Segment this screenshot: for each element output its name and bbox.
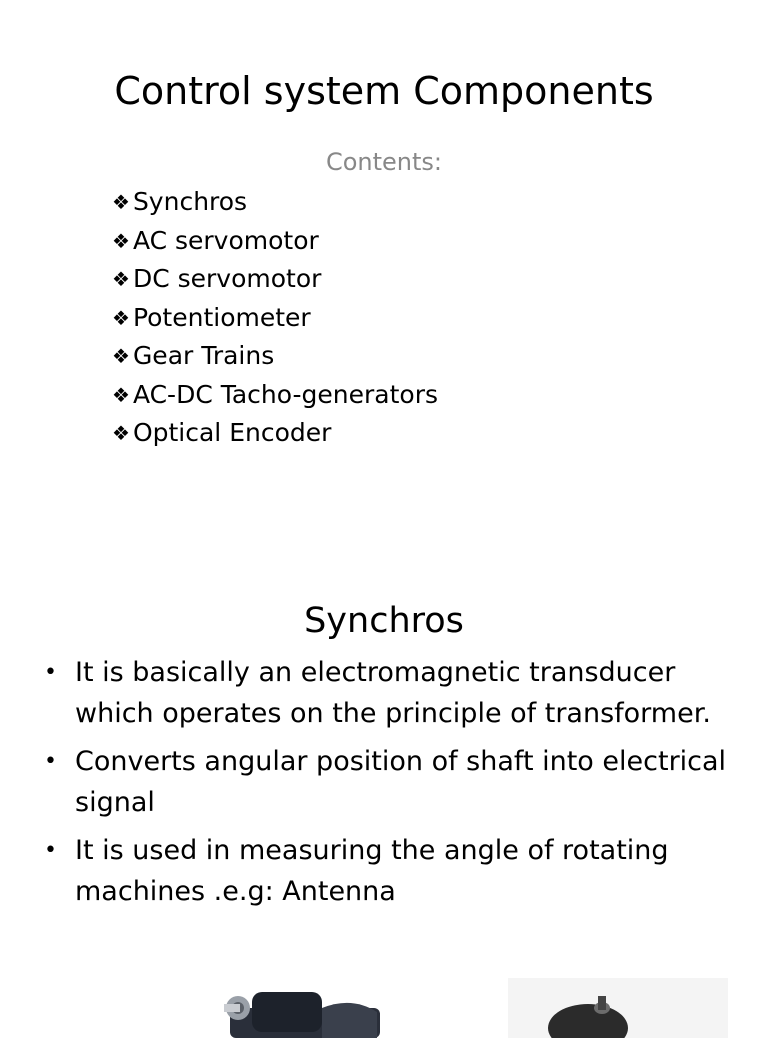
diamond-bullet-icon: ❖ (112, 305, 130, 330)
diamond-bullet-icon: ❖ (112, 267, 130, 291)
contents-label: Contents: (325, 148, 443, 176)
bullet-dot-icon: • (44, 660, 57, 685)
diamond-bullet-icon: ❖ (112, 344, 130, 368)
bullet-item (44, 652, 744, 734)
diamond-bullet-icon: ❖ (112, 421, 130, 445)
bullet-item (44, 741, 744, 823)
bullet-text: It is used in measuring the angle of rotating machines .e.g: Antenna (75, 835, 669, 907)
diamond-bullet-icon: ❖ (112, 382, 130, 407)
diamond-bullet-icon: ❖ (112, 228, 130, 253)
bullet-list (44, 652, 744, 919)
slide-synchros (0, 560, 768, 1024)
list-item-label: AC-DC Tacho-generators (132, 379, 439, 409)
diamond-bullet-icon: ❖ (112, 190, 130, 214)
bullet-item (44, 830, 744, 912)
list-item (112, 186, 438, 225)
servomotor-image (508, 978, 728, 1038)
list-item (112, 379, 438, 418)
list-item-label: Potentiometer (132, 302, 311, 332)
list-item (112, 225, 438, 264)
synchro-device-image (222, 978, 382, 1038)
list-item-label: Gear Trains (132, 341, 275, 370)
bullet-dot-icon: • (44, 749, 57, 774)
bullet-dot-icon: • (44, 838, 57, 863)
bullet-text: It is basically an electromagnetic transducer which operates on the principle of transformer. (75, 657, 711, 729)
list-item (112, 263, 438, 302)
slide-title: Control system Components (114, 69, 654, 113)
list-item (112, 302, 438, 341)
list-item-label: Optical Encoder (132, 418, 332, 447)
list-item (112, 340, 438, 379)
contents-list (112, 186, 438, 456)
list-item (112, 417, 438, 456)
list-item-label: Synchros (132, 187, 248, 216)
list-item-label: AC servomotor (132, 225, 319, 255)
bullet-text: Converts angular position of shaft into electrical signal (75, 746, 727, 818)
slide-title: Synchros (304, 601, 464, 641)
list-item-label: DC servomotor (132, 264, 322, 293)
